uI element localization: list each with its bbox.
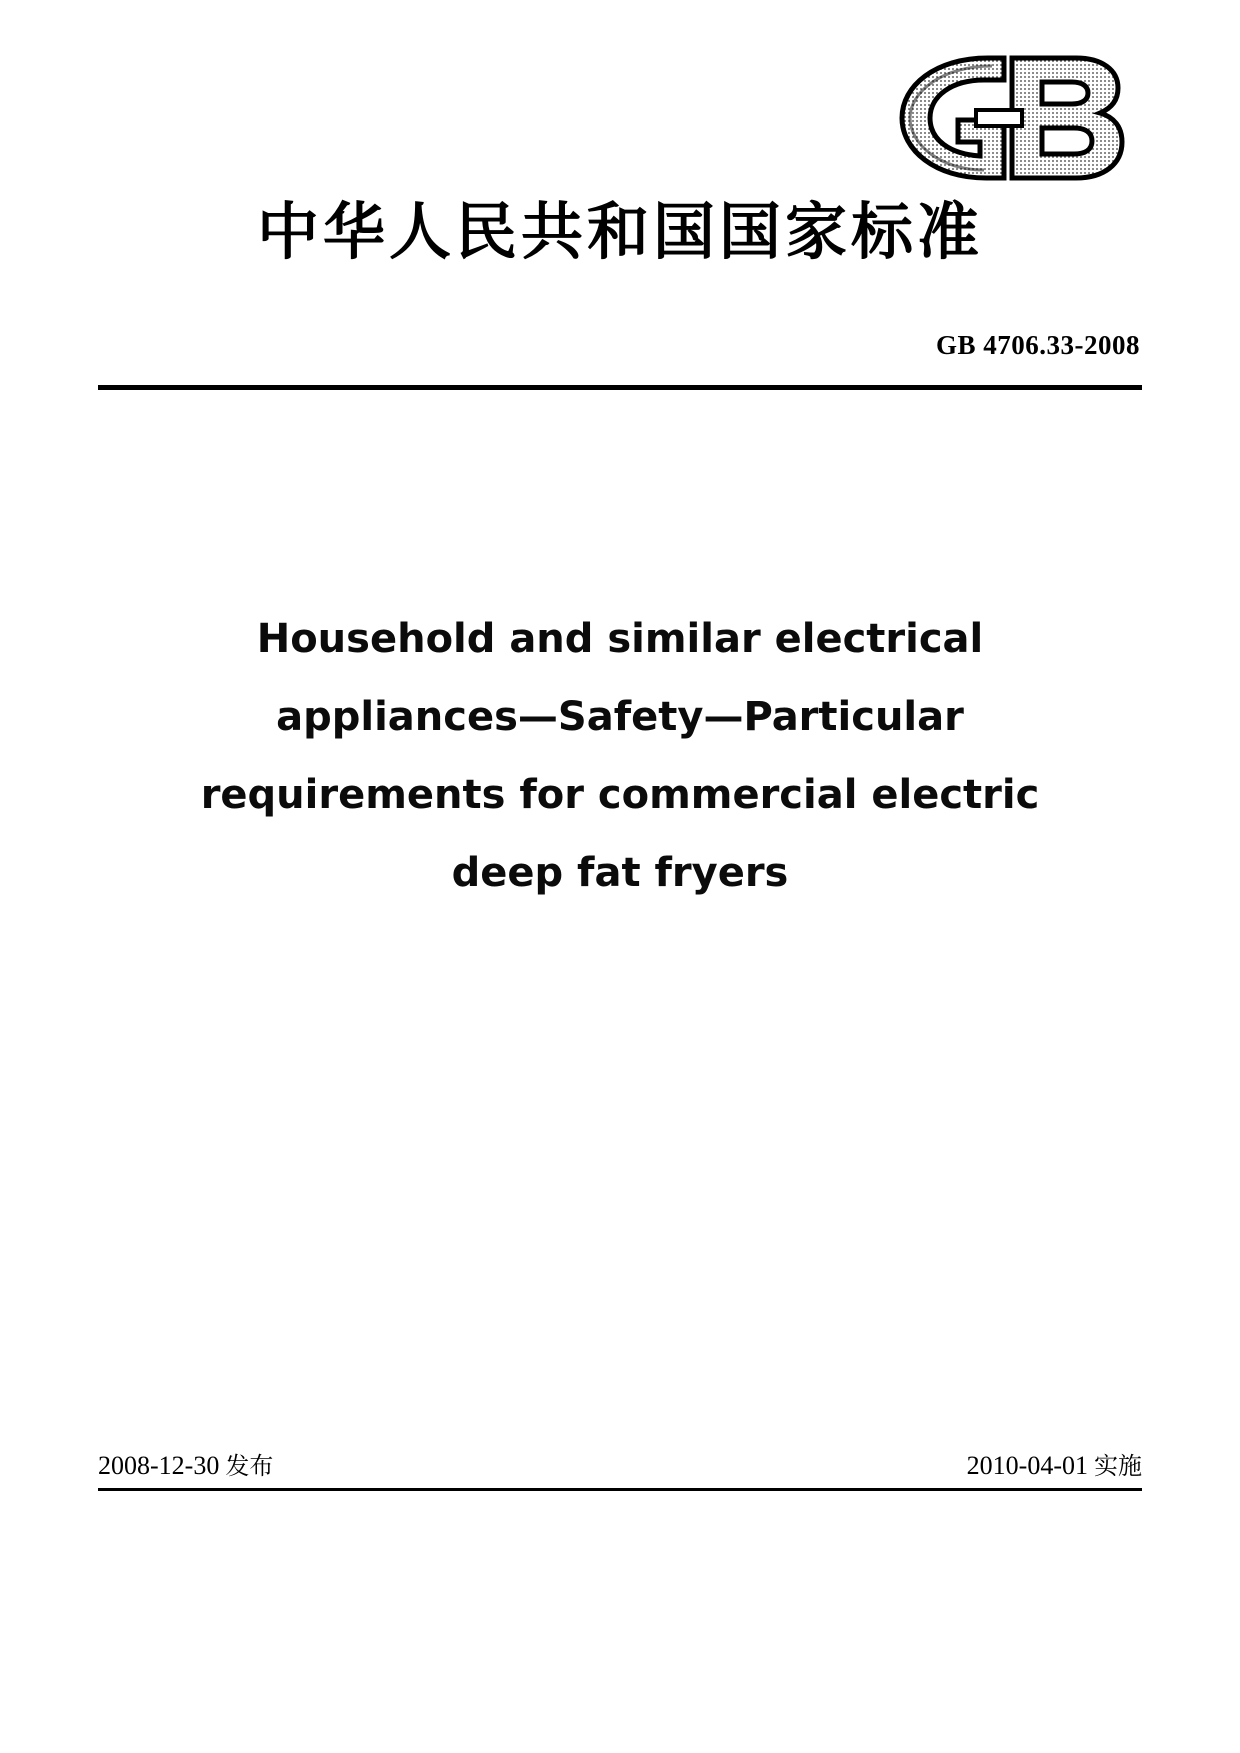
- header-divider: [98, 385, 1142, 390]
- english-title-line: requirements for commercial electric: [200, 772, 1040, 818]
- effective-date: 2010-04-01: [966, 1451, 1088, 1480]
- standard-number: GB 4706.33-2008: [935, 330, 1140, 360]
- footer-divider: [98, 1488, 1142, 1491]
- english-standard-title: [140, 600, 1100, 912]
- effective-date-group: [967, 1446, 1142, 1481]
- issue-date-group: [98, 1446, 273, 1481]
- english-title-line: Household and similar electrical: [256, 616, 984, 662]
- chinese-standard-title: 中华人民共和国国家标准: [256, 195, 983, 268]
- issue-date: 2008-12-30: [98, 1451, 220, 1480]
- english-title-line: deep fat fryers: [451, 850, 789, 896]
- effective-label: 实施: [1094, 1452, 1142, 1480]
- gb-logo-icon: [880, 48, 1140, 188]
- issue-label: 发布: [225, 1452, 274, 1480]
- english-title-line: appliances—Safety—Particular: [276, 694, 964, 740]
- footer-dates: [98, 1446, 1142, 1481]
